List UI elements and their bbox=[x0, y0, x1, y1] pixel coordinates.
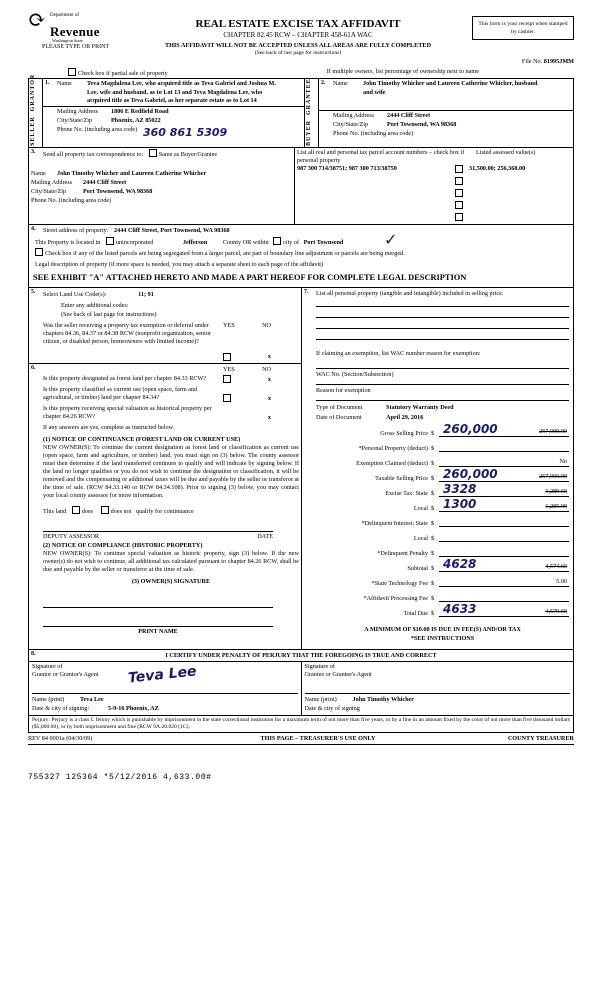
if-any-yes-note: If any answers are yes, complete as instructed below. bbox=[43, 424, 175, 431]
money-line-value[interactable] bbox=[439, 574, 569, 587]
seller-phone-value: 360 861 5309 bbox=[143, 125, 228, 139]
money-line-label: *Delinquent Interest: State bbox=[361, 520, 428, 527]
dollar-sign: $ bbox=[431, 520, 435, 527]
printed-amount: No bbox=[559, 458, 567, 465]
dollar-sign: $ bbox=[431, 550, 435, 557]
left-column bbox=[29, 288, 302, 650]
grantor-name-value[interactable]: Teva Lee bbox=[80, 696, 104, 703]
currentuse-no-mark[interactable]: x bbox=[267, 395, 271, 402]
street-address-label: Street address of property: bbox=[43, 227, 109, 234]
dollar-sign: $ bbox=[431, 505, 435, 512]
seller-block[interactable] bbox=[43, 79, 305, 148]
additional-codes-label: Enter any additional codes: bbox=[61, 302, 129, 309]
printed-amount: 3,289.60 bbox=[545, 488, 567, 495]
treasurer-stamp: 755327 125364 *5/12/2016 4,633.00# bbox=[28, 773, 212, 782]
partial-sale-label: Check box if partial sale of property bbox=[78, 70, 168, 77]
money-line-value[interactable] bbox=[439, 604, 569, 617]
personal-property-checkbox-2[interactable] bbox=[455, 189, 463, 197]
form-footer bbox=[28, 735, 574, 742]
perjury-statement: Perjury: Perjury is a class C felony which is punishable by imprisonment in the state correctional institution for a maximum term of not more than five years, or by a fine in an amount fixed by the court of not more than five thousand dollars ($5,000.00), or by both imprisonment and fine (RCW 9A.20.020 (1C). bbox=[29, 715, 573, 732]
seller-side-label: SELLER GRANTOR bbox=[29, 79, 43, 148]
page-subtitle: CHAPTER 82.45 RCW – CHAPTER 458-61A WAC bbox=[223, 31, 373, 39]
page-title: REAL ESTATE EXCISE TAX AFFIDAVIT bbox=[195, 18, 401, 30]
money-line-value[interactable] bbox=[439, 544, 569, 557]
money-line bbox=[316, 499, 569, 512]
money-line-value[interactable] bbox=[439, 499, 569, 512]
swirl-icon: ⟳ bbox=[28, 8, 47, 33]
dollar-sign: $ bbox=[431, 565, 435, 572]
this-land-label: This land bbox=[43, 508, 67, 515]
money-line-value[interactable] bbox=[439, 514, 569, 527]
reason-exemption-label[interactable]: Reason for exemption bbox=[316, 387, 371, 394]
assessed-value-1[interactable] bbox=[467, 177, 562, 186]
personal-property-label: List all personal property (tangible and intangible) included in selling price. bbox=[316, 290, 504, 297]
personal-property-checkbox-0[interactable] bbox=[455, 165, 463, 173]
street-address-value[interactable]: 2444 Cliff Street, Port Townsend, WA 98368 bbox=[114, 227, 230, 234]
parcel-number-0[interactable]: 987 300 714/38751; 987 300 713/38750 bbox=[297, 165, 397, 172]
parcel-header-label: List all real and personal tax parcel account numbers – check box if personal property bbox=[297, 149, 465, 164]
does-not-qualify-checkbox[interactable] bbox=[101, 506, 109, 514]
section6-no-label: NO bbox=[262, 366, 271, 373]
title-block bbox=[148, 18, 448, 56]
money-line-label: Total Due bbox=[403, 610, 428, 617]
dollar-sign: $ bbox=[431, 445, 435, 452]
landuse-value[interactable]: 11; 91 bbox=[138, 291, 154, 298]
form-header bbox=[28, 8, 574, 58]
buyer-section-number: 2. bbox=[321, 80, 326, 86]
segregation-checkbox[interactable] bbox=[35, 248, 43, 256]
city-label: city of bbox=[283, 239, 300, 246]
revenue-wordmark: Revenue bbox=[50, 24, 100, 39]
seller-mailing-label: Mailing Address bbox=[57, 107, 99, 115]
taxpayer-mailing-value: 2444 Cliff Street bbox=[83, 179, 127, 186]
washington-state-label: Washington State bbox=[52, 38, 83, 43]
parcel-block bbox=[295, 148, 574, 225]
money-line bbox=[316, 544, 569, 557]
multiple-owners-label: If multiple owners, list percentage of ownership next to name bbox=[326, 68, 479, 75]
dollar-sign: $ bbox=[431, 610, 435, 617]
money-line bbox=[316, 469, 569, 482]
money-line-value[interactable] bbox=[439, 484, 569, 497]
money-line-label: *State Technology Fee bbox=[371, 580, 428, 587]
legal-exhibit-text: SEE EXHIBIT "A" ATTACHED HERETO AND MADE A PART HEREOF FOR COMPLETE LEGAL DESCRIPTION bbox=[33, 273, 467, 282]
dollar-sign: $ bbox=[431, 595, 435, 602]
deputy-assessor-label: DEPUTY ASSESSOR bbox=[43, 533, 99, 540]
grantor-date-value[interactable]: 5-9-16 Phoenix, AZ bbox=[108, 705, 159, 712]
receipt-note-box: This form is your receipt when stamped by cashier. bbox=[472, 16, 574, 40]
parcel-rows bbox=[295, 165, 573, 222]
money-line bbox=[316, 604, 569, 617]
money-line-value[interactable] bbox=[439, 469, 569, 482]
money-line bbox=[316, 424, 569, 437]
section6-number: 6. bbox=[31, 365, 36, 371]
taxpayer-citystatezip-label: City/State/Zip bbox=[31, 188, 67, 195]
dept-label: Department of bbox=[50, 13, 80, 18]
instructions-note: (See back of last page for instructions) bbox=[254, 50, 342, 56]
money-line-label: Local bbox=[413, 505, 428, 512]
form-sheet bbox=[28, 8, 574, 782]
forest-land-question: Is this property designated as forest land per chapter 84.33 RCW? bbox=[43, 375, 207, 382]
dollar-sign: $ bbox=[431, 535, 435, 542]
seller-name-label: Name bbox=[57, 80, 72, 87]
section7-block bbox=[302, 288, 574, 650]
does-qualify-checkbox[interactable] bbox=[72, 506, 80, 514]
money-line bbox=[316, 574, 569, 587]
grantee-date-label: Date & city of signing bbox=[304, 705, 360, 712]
buyer-citystatezip-label: City/State/Zip bbox=[333, 121, 369, 128]
assessed-value-3[interactable] bbox=[467, 201, 562, 210]
assessor-date-label: DATE bbox=[257, 533, 273, 540]
county-or-label: County OR within bbox=[222, 239, 269, 246]
printed-amount: 4,579.60 bbox=[545, 608, 567, 615]
buyer-name-value: John Timothy Whicher and Laureen Catherine Whicher, husband and wife bbox=[363, 80, 538, 96]
money-line-label: Gross Selling Price bbox=[380, 430, 428, 437]
section6-yes-label: YES bbox=[223, 366, 235, 373]
document-type-label: Type of Document bbox=[316, 404, 363, 411]
money-lines bbox=[316, 424, 569, 617]
does-not-label: does not bbox=[110, 508, 132, 515]
exemption-claim-label: If claiming an exemption, list WAC number reason for exemption: bbox=[316, 350, 481, 357]
notice-compliance-body: NEW OWNER(S): To continue special valuation as historic property, sign (3) below. If the new owner(s) do not wish to continue, all additional tax calculated pursuant to chapter 84.26 RCW, shall be due and payable by the seller or transferor at the time of sale. bbox=[43, 550, 299, 573]
money-line bbox=[316, 454, 569, 467]
money-line bbox=[316, 514, 569, 527]
money-line bbox=[316, 484, 569, 497]
tax-correspondence-table bbox=[28, 148, 574, 225]
current-use-question: Is this property classified as current use (open space, farm and agricultural, or timber) land per chapter 84.34? bbox=[43, 386, 198, 401]
owner-signature-label: (3) OWNER(S) SIGNATURE bbox=[131, 578, 211, 585]
printed-amount: 1,285.00 bbox=[545, 503, 567, 510]
money-line-value[interactable] bbox=[439, 589, 569, 602]
print-name-label: PRINT NAME bbox=[138, 628, 178, 635]
assessed-value-4[interactable] bbox=[467, 213, 562, 222]
unincorporated-checkbox[interactable] bbox=[106, 237, 114, 245]
seller-phone-label: Phone No. (including area code) bbox=[57, 125, 138, 133]
completion-notice: THIS AFFIDAVIT WILL NOT BE ACCEPTED UNLESS ALL AREAS ARE FULLY COMPLETED bbox=[164, 42, 432, 49]
buyer-mailing-value: 2444 Cliff Street bbox=[387, 112, 431, 119]
county-treasurer-label: COUNTY TREASURER bbox=[507, 735, 574, 742]
see-instructions-note: *SEE INSTRUCTIONS bbox=[410, 635, 475, 642]
qualify-label: qualify for continuance bbox=[135, 508, 194, 515]
grantee-name-value[interactable]: John Timothy Whicher bbox=[352, 696, 415, 703]
treasurer-use-label: THIS PAGE – TREASURER'S USE ONLY bbox=[260, 735, 376, 742]
notice-continuance-title: (1) NOTICE OF CONTINUANCE (FOREST LAND OR CURRENT USE) bbox=[43, 436, 241, 443]
seller-exemption-question: Was the seller receiving a property tax exemption or deferral under chapters 84.36, 84.37 or 84.38 RCW (nonprofit organization, senior citizen, or disabled person, homeowners with limited income)? bbox=[43, 322, 212, 345]
handwritten-amount: 3328 bbox=[443, 482, 477, 496]
grantor-date-label: Date & city of signing: bbox=[32, 705, 90, 712]
please-type-or-print: PLEASE TYPE OR PRINT bbox=[42, 44, 110, 50]
grantor-name-label: Name (print) bbox=[32, 696, 65, 703]
dollar-sign: $ bbox=[431, 490, 435, 497]
county-name-value[interactable]: Jefferson bbox=[182, 239, 208, 246]
money-line-value[interactable] bbox=[439, 529, 569, 542]
forest-yes-checkbox[interactable] bbox=[223, 375, 231, 383]
forest-no-mark[interactable]: x bbox=[267, 376, 271, 383]
correspondence-block[interactable] bbox=[29, 148, 295, 225]
dollar-sign: $ bbox=[431, 475, 435, 482]
money-line bbox=[316, 559, 569, 572]
handwritten-amount: 4633 bbox=[443, 602, 477, 616]
grantor-signature-cell[interactable]: Signature of Grantor or Grantor's Agent Teva Lee Name (print) Teva Lee Date & city of signing: 5-9-16 Phoenix, AZ bbox=[29, 662, 301, 715]
exemption-yes-checkbox[interactable] bbox=[223, 353, 231, 361]
buyer-name-label: Name bbox=[333, 80, 348, 87]
money-line-label: *Delinquent Penalty bbox=[377, 550, 428, 557]
buyer-phone-label: Phone No. (including area code) bbox=[333, 130, 414, 137]
landuse-yes-label: YES bbox=[223, 322, 235, 329]
taxpayer-phone-label: Phone No. (including area code) bbox=[31, 197, 112, 204]
personal-property-checkbox-4[interactable] bbox=[455, 213, 463, 221]
printed-amount: 257,000.00 bbox=[539, 428, 567, 435]
money-line-label: Taxable Selling Price bbox=[375, 475, 428, 482]
send-correspondence-label: Send all property tax correspondence to: bbox=[43, 151, 144, 158]
document-date-value[interactable]: April 29, 2016 bbox=[386, 414, 424, 421]
notice-continuance-body: NEW OWNER(S): To continue the current designation as forest land or classification as current use (open space, farm and agriculture, or timber) land, you must sign on (3) below. The county assessor must then determine if the land transferred continues to qualify and will indicate by signing below. If the land no longer qualifies or you do not wish to continue the designation or classification, it will be removed and the compensating or additional taxes will be due and payable by the seller or transferor at the time of sale. (RCW 84.33.140 or RCW 84.34.108). Prior to signing (3) below, you may contact your local county assessor for more information. bbox=[43, 444, 299, 499]
section8-block bbox=[28, 650, 574, 733]
money-line-label: Subtotal bbox=[407, 565, 428, 572]
money-line-label: Local bbox=[413, 535, 428, 542]
section4-number: 4. bbox=[31, 226, 36, 232]
money-line-label: Exemption Claimed (deduct) bbox=[356, 460, 428, 467]
see-back-label: (See back of last page for instructions) bbox=[61, 311, 157, 318]
money-line-label: Excise Tax: State bbox=[385, 490, 428, 497]
section3-number: 3. bbox=[31, 149, 36, 155]
landuse-label: Select Land Use Code(s): bbox=[43, 291, 107, 298]
document-type-value[interactable]: Statutory Warranty Deed bbox=[386, 404, 454, 411]
handwritten-amount: 4628 bbox=[443, 557, 477, 571]
buyer-side-label: BUYER GRANTEE bbox=[305, 79, 319, 148]
taxpayer-name-label: Name bbox=[31, 170, 46, 177]
file-no-block bbox=[522, 58, 574, 65]
parcel-number-1[interactable] bbox=[295, 177, 455, 186]
seller-mailing-value: 1806 E Redfield Road bbox=[111, 107, 169, 115]
parcel-number-4[interactable] bbox=[295, 213, 455, 222]
city-name-value[interactable]: Port Townsend bbox=[303, 239, 344, 246]
partial-sale-checkbox[interactable] bbox=[68, 68, 76, 76]
dollar-sign: $ bbox=[431, 580, 435, 587]
seller-citystatezip-label: City/State/Zip bbox=[57, 116, 93, 124]
notice-compliance-title: (2) NOTICE OF COMPLIANCE (HISTORIC PROPERTY) bbox=[43, 542, 203, 549]
personal-property-checkbox-3[interactable] bbox=[455, 201, 463, 209]
certify-statement: I CERTIFY UNDER PENALTY OF PERJURY THAT THE FOREGOING IS TRUE AND CORRECT bbox=[29, 650, 573, 662]
printed-amount: 257,000.00 bbox=[539, 473, 567, 480]
rev-number: REV 84 0001a (04/30/09) bbox=[28, 735, 93, 742]
unincorporated-label: unincorporated bbox=[115, 239, 154, 246]
money-line bbox=[316, 529, 569, 542]
money-line bbox=[316, 589, 569, 602]
parcel-number-3[interactable] bbox=[295, 201, 455, 210]
seller-section-number: 1. bbox=[45, 80, 50, 86]
file-no-value: 81995JMM bbox=[543, 58, 574, 65]
money-line-value[interactable] bbox=[439, 424, 569, 437]
money-line-value[interactable] bbox=[439, 454, 569, 467]
assessed-header-label: Listed assessed value(s) bbox=[476, 149, 536, 156]
grantee-signature-cell[interactable]: Signature of Grantee or Grantee's Agent Name (print) John Timothy Whicher Date & city of signing bbox=[301, 662, 573, 715]
landuse-no-label: NO bbox=[262, 322, 271, 329]
buyer-citystatezip-value: Port Townsend, WA 98368 bbox=[387, 121, 457, 128]
section5-number: 5. bbox=[31, 289, 36, 295]
does-label: does bbox=[81, 508, 94, 515]
section8-number: 8. bbox=[31, 651, 36, 657]
currentuse-yes-checkbox[interactable] bbox=[223, 394, 231, 402]
buyer-mailing-label: Mailing Address bbox=[333, 112, 375, 119]
money-line-value[interactable] bbox=[439, 559, 569, 572]
document-date-label: Date of Document bbox=[316, 414, 362, 421]
assessed-value-2[interactable] bbox=[467, 189, 562, 198]
segregation-label: Check box if any of the listed parcels are being segregated from a larger parcel, are part of boundary line adjustment or parcels are being merged. bbox=[45, 250, 405, 257]
exemption-no-mark[interactable]: x bbox=[267, 353, 271, 360]
printed-amount: 4,574.60 bbox=[545, 563, 567, 570]
grantor-signature-mark[interactable]: Teva Lee bbox=[127, 663, 198, 687]
handwritten-amount: 1300 bbox=[443, 497, 477, 511]
section7-number: 7. bbox=[304, 289, 309, 295]
taxpayer-name-value: John Timothy Whicher and Laureen Catherine Whicher bbox=[57, 170, 207, 177]
dor-logo bbox=[28, 8, 148, 43]
money-line-label: *Personal Property (deduct) bbox=[358, 445, 428, 452]
printed-amount: 5.00 bbox=[556, 578, 567, 585]
personal-property-checkbox-1[interactable] bbox=[455, 177, 463, 185]
grantee-name-label: Name (print) bbox=[304, 696, 337, 703]
dollar-sign: $ bbox=[431, 460, 435, 467]
buyer-block[interactable] bbox=[319, 79, 574, 148]
minimum-due-note: A MINIMUM OF $10.00 IS DUE IN FEE(S) AND/OR TAX bbox=[364, 626, 521, 633]
money-line-label: *Affidavit Processing Fee bbox=[363, 595, 428, 602]
money-line bbox=[316, 439, 569, 452]
dollar-sign: $ bbox=[431, 430, 435, 437]
handwritten-amount: 260,000 bbox=[443, 422, 498, 436]
same-as-buyer-label: Same as Buyer/Grantee bbox=[158, 151, 218, 158]
legal-description-label: Legal description of property (if more space is needed, you may attach a separate sheet to each page of the affidavit) bbox=[35, 261, 323, 268]
seller-citystatezip-value: Phoenix, AZ 85022 bbox=[111, 116, 161, 124]
city-checkbox[interactable] bbox=[273, 237, 281, 245]
property-section: 4. Street address of property: 2444 Cliff Street, Port Townsend, WA 98368 This Property is located in unincorporated Jefferson County OR within city of Port Townsend ✓ Check box if any of the listed parcels are being segregated from a larger parcel, are part of boundary line adjustment or parcels are being merged. Legal description of property (if more space is needed, you may attach a separate sheet to each page of the affidavit) SEE EXHIBIT "A" ATTACHED HERETO AND MADE A PART HEREOF FOR COMPLETE LEGAL DESCRIPTION bbox=[28, 225, 574, 288]
same-as-buyer-checkbox[interactable] bbox=[149, 149, 157, 157]
money-line-value[interactable] bbox=[439, 439, 569, 452]
wac-number-label[interactable]: WAC No. (Section/Subsection) bbox=[316, 371, 394, 378]
assessed-value-0[interactable]: 31,500.00; 256,368.00 bbox=[469, 165, 526, 172]
handwritten-amount: 260,000 bbox=[443, 467, 498, 481]
partial-sale-row bbox=[28, 68, 574, 77]
located-in-label: This Property is located in bbox=[35, 239, 101, 246]
seller-name-value: Teva Magdalena Lee, who acquired title as Teva Gabriel and Joshua M. Lee, wife and husband, as to Lot 13 and Teva Magdalena Lee, who acquired title as Teva Gabriel, as her separate estate as to Lot 14 bbox=[87, 80, 276, 104]
file-no-label: File No. bbox=[521, 58, 543, 65]
taxpayer-mailing-label: Mailing Address bbox=[31, 179, 73, 186]
historic-no-mark[interactable]: x bbox=[267, 414, 271, 421]
sections-5-6-7-table bbox=[28, 288, 574, 650]
parcel-number-2[interactable] bbox=[295, 189, 455, 198]
historic-question: Is this property receiving special valuation as historical property per chapter 84.26 RCW? bbox=[43, 405, 212, 420]
taxpayer-citystatezip-value: Port Townsend, WA 98368 bbox=[83, 188, 153, 195]
